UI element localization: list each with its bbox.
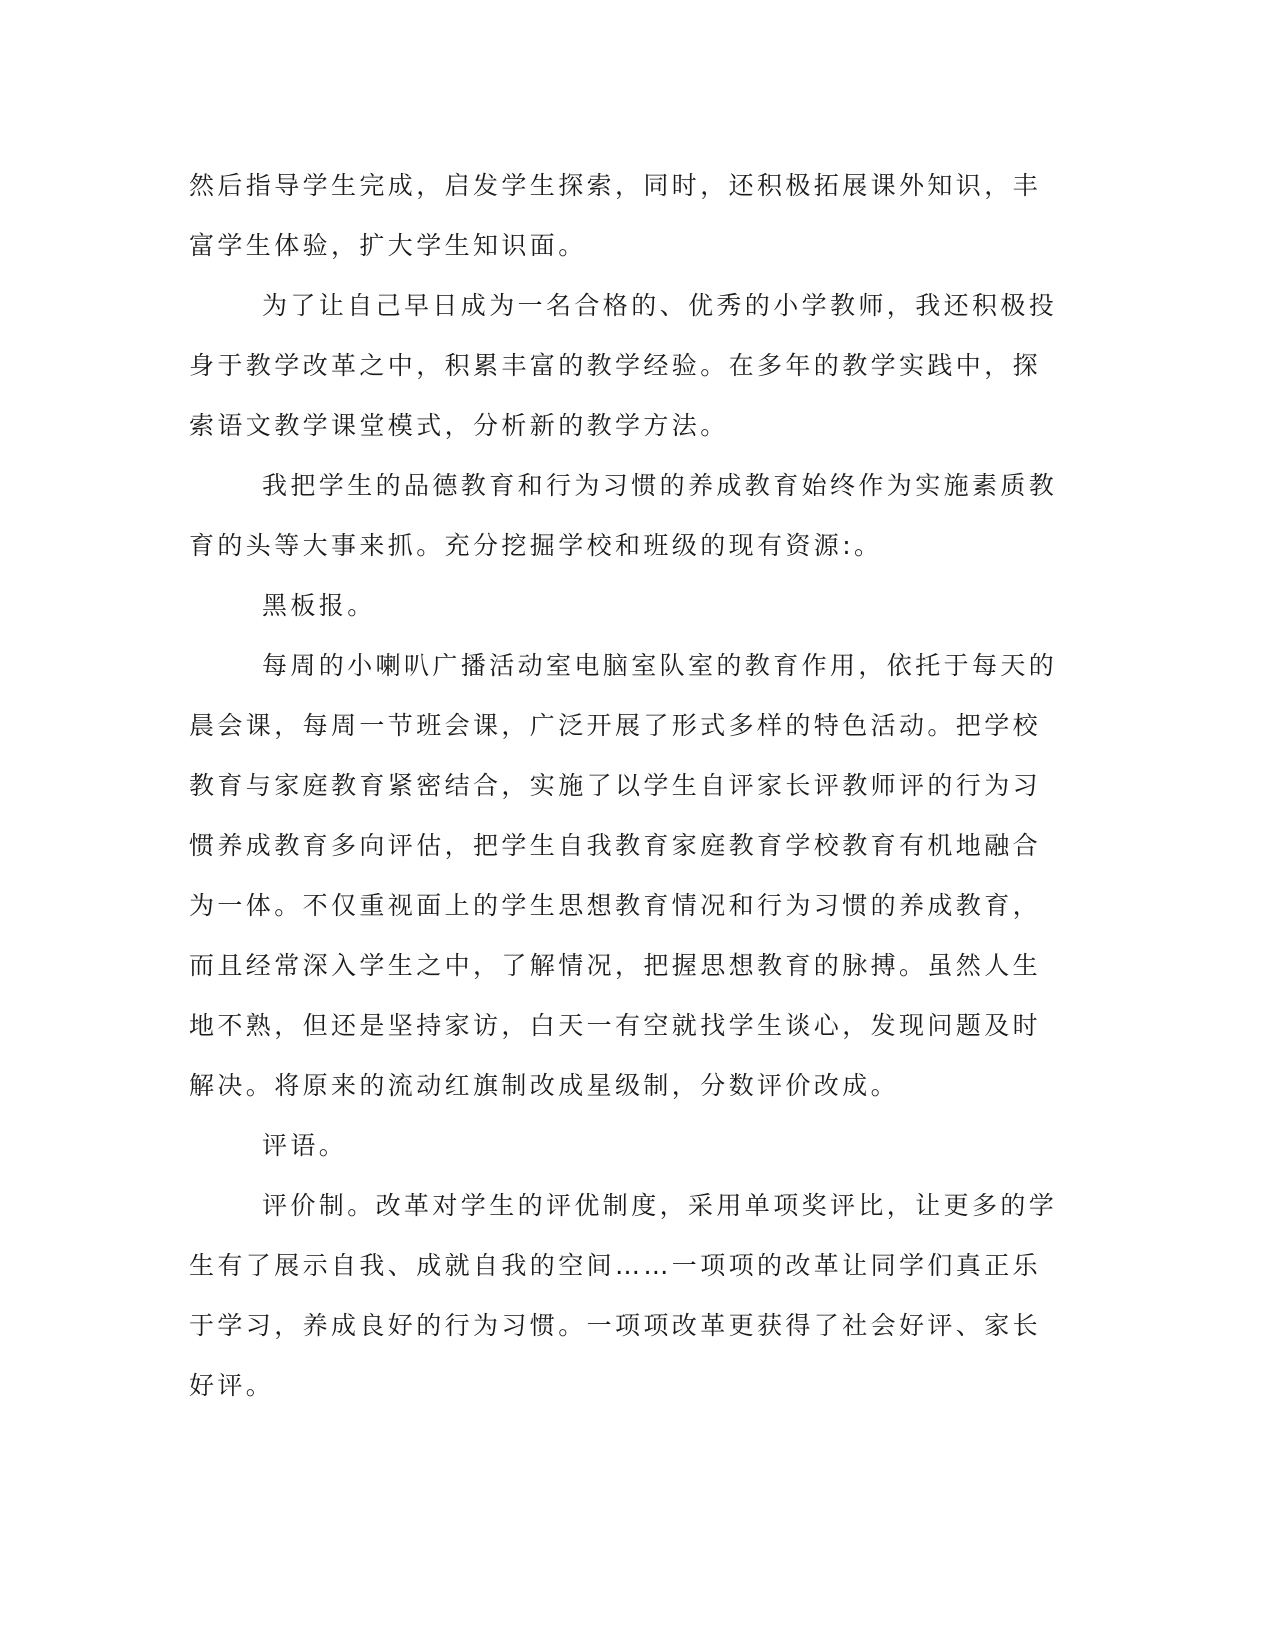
text-line: 而且经常深入学生之中，了解情况，把握思想教育的脉搏。虽然人生 [189,951,1042,980]
paragraph-start-line: 我把学生的品德教育和行为习惯的养成教育始终作为实施素质教 [262,471,1058,500]
text-line: 于学习，养成良好的行为习惯。一项项改革更获得了社会好评、家长 [189,1311,1042,1340]
text-line: 好评。 [189,1371,275,1400]
paragraph-start-line: 黑板报。 [262,591,376,620]
text-line: 地不熟，但还是坚持家访，白天一有空就找学生谈心，发现问题及时 [189,1011,1042,1040]
text-line: 索语文教学课堂模式，分析新的教学方法。 [189,411,729,440]
paragraph-start-line: 评语。 [262,1131,348,1160]
text-line: 晨会课，每周一节班会课，广泛开展了形式多样的特色活动。把学校 [189,711,1042,740]
document-body [189,156,1069,1416]
paragraph-start-line: 为了让自己早日成为一名合格的、优秀的小学教师，我还积极投 [262,291,1058,320]
paragraph-start-line: 评价制。改革对学生的评优制度，采用单项奖评比，让更多的学 [262,1191,1058,1220]
text-line: 然后指导学生完成，启发学生探索，同时，还积极拓展课外知识，丰 [189,171,1042,200]
text-line: 富学生体验，扩大学生知识面。 [189,231,587,260]
text-line: 惯养成教育多向评估，把学生自我教育家庭教育学校教育有机地融合 [189,831,1042,860]
text-line: 身于教学改革之中，积累丰富的教学经验。在多年的教学实践中，探 [189,351,1042,380]
text-line: 为一体。不仅重视面上的学生思想教育情况和行为习惯的养成教育， [189,891,1042,920]
paragraph-start-line: 每周的小喇叭广播活动室电脑室队室的教育作用，依托于每天的 [262,651,1058,680]
text-line: 生有了展示自我、成就自我的空间……一项项的改革让同学们真正乐 [189,1251,1042,1280]
text-line: 解决。将原来的流动红旗制改成星级制，分数评价改成。 [189,1071,900,1100]
text-line: 育的头等大事来抓。充分挖掘学校和班级的现有资源:。 [189,531,883,560]
text-line: 教育与家庭教育紧密结合，实施了以学生自评家长评教师评的行为习 [189,771,1042,800]
